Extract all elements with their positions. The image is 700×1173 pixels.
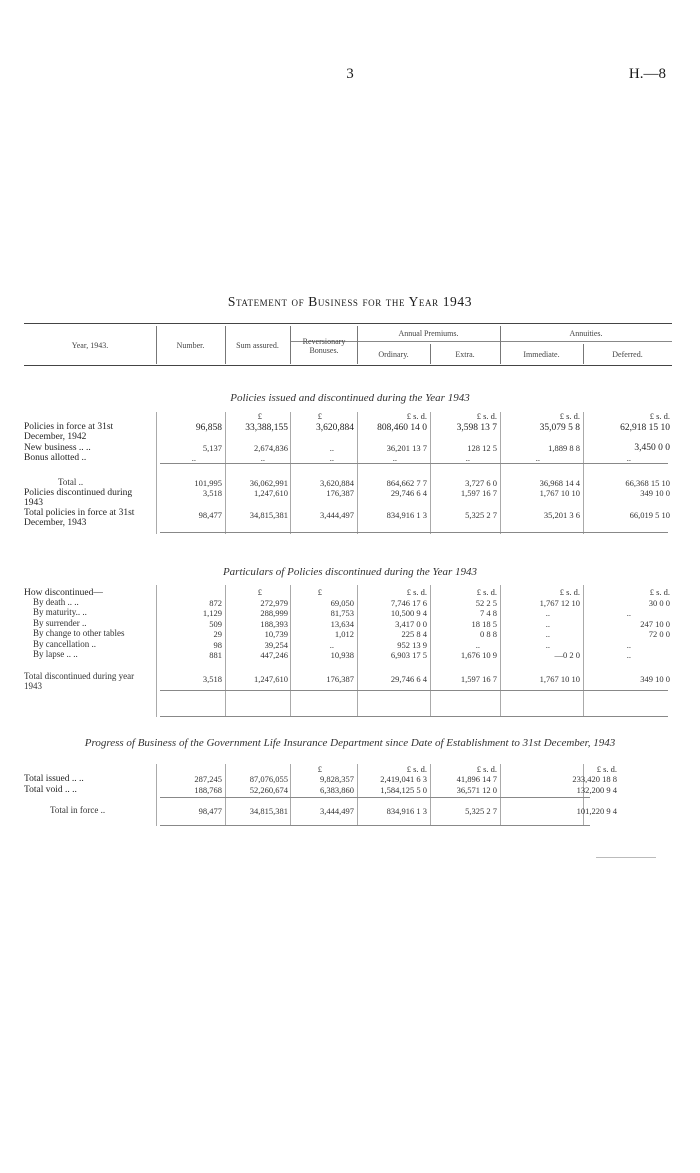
cell-def: 349 10 0 [640,674,670,684]
row-label: By change to other tables [33,628,125,638]
cell-extra: 1,676 10 9 [460,650,497,660]
cell-number: 3,518 [202,488,222,498]
cell-imm: 36,968 14 4 [539,478,580,488]
header-extra: Extra. [455,350,475,359]
cell-number: 509 [209,619,222,629]
cell-extra: 0 8 8 [480,629,497,639]
cell-sum: 288,999 [260,608,288,618]
currency-extra: £ s. d. [476,411,497,421]
cell-ord: 864,662 7 7 [386,478,427,488]
currency-rev: £ [317,764,322,774]
cell-imm: .. [535,453,540,463]
cell-rev: 10,938 [330,650,354,660]
row-label: Policies discontinued during 1943 [24,488,133,508]
cell-def: 72 0 0 [648,629,670,639]
cell-sum: 33,388,155 [245,423,288,433]
cell-ord: 834,916 1 3 [386,510,427,520]
row-label: By lapse .. .. [33,649,78,659]
row-label: By cancellation .. [33,639,96,649]
cell-rev: 1,012 [334,629,354,639]
cell-def: 3,450 0 0 [634,443,670,453]
cell-extra: 5,325 2 7 [465,510,497,520]
cell-number: 101,995 [194,478,222,488]
cell-sum: 447,246 [260,650,288,660]
row-label: Total .. [58,477,84,487]
cell-sum: 36,062,991 [249,478,288,488]
cell-sum: 52,260,674 [249,785,288,795]
cell-def: .. [626,640,631,650]
cell-sum: 1,247,610 [254,488,288,498]
row-label: By maturity.. .. [33,607,87,617]
cell-rev: 3,620,884 [320,478,354,488]
cell-number: 29 [213,629,222,639]
cell-rev: 3,620,884 [316,423,354,433]
cell-extra: 52 2 5 [475,598,497,608]
cell-ord: 6,903 17 5 [390,650,427,660]
cell-def: 247 10 0 [640,619,670,629]
header-sum-assured: Sum assured. [236,341,279,350]
currency-rev: £ [317,411,322,421]
cell-rev: 9,828,357 [320,774,354,784]
cell-rev: 69,050 [330,598,354,608]
currency-ord: £ s. d. [406,764,427,774]
row-label: Total issued .. .. [24,774,84,784]
cell-rev: .. [329,443,334,453]
cell-rev: 176,387 [326,674,354,684]
cell-number: 881 [209,650,222,660]
currency-rev: £ [317,587,322,597]
cell-ord: 225 8 4 [401,629,427,639]
currency-ord: £ s. d. [406,411,427,421]
cell-number: 96,858 [195,423,222,433]
cell-imm: .. [545,608,550,618]
header-number: Number. [176,341,205,350]
cell-extra: 1,597 16 7 [460,488,497,498]
cell-annuities: 132,200 9 4 [576,785,617,795]
currency-sum: £ [257,411,262,421]
cell-number: 287,245 [194,774,222,784]
cell-def: .. [626,608,631,618]
currency-def: £ s. d. [649,587,670,597]
cell-ord: 2,419,041 6 3 [380,774,427,784]
cell-rev: 3,444,497 [320,510,354,520]
cell-imm: 1,767 10 10 [539,674,580,684]
cell-imm: 35,201 3 6 [543,510,580,520]
cell-def: 30 0 0 [648,598,670,608]
document-reference: H.—8 [628,66,666,82]
cell-extra: 5,325 2 7 [465,806,497,816]
cell-number: 872 [209,598,222,608]
cell-sum: 34,815,381 [249,806,288,816]
cell-number: 98,477 [198,806,222,816]
cell-extra: 36,571 12 0 [456,785,497,795]
cell-rev: .. [329,453,334,463]
cell-sum: .. [260,453,265,463]
section-title-particulars: Particulars of Policies discontinued during the Year 1943 [222,566,478,578]
cell-def: .. [626,453,631,463]
cell-def: 66,368 15 10 [625,478,670,488]
header-immediate: Immediate. [523,350,560,359]
cell-rev: 176,387 [326,488,354,498]
cell-extra: 1,597 16 7 [460,674,497,684]
cell-sum: 1,247,610 [254,674,288,684]
cell-extra: .. [475,640,480,650]
cell-sum: 39,254 [264,640,288,650]
cell-extra: 128 12 5 [467,443,497,453]
cell-extra: .. [465,453,470,463]
cell-def: 66,019 5 10 [629,510,670,520]
row-label: Bonus allotted .. [24,453,87,463]
row-label: Policies in force at 31st December, 1942 [24,422,114,442]
cell-number: 3,518 [202,674,222,684]
row-label: Total discontinued during year 1943 [24,671,135,691]
currency-extra: £ s. d. [476,764,497,774]
cell-sum: 87,076,055 [249,774,288,784]
cell-rev: 13,634 [330,619,354,629]
currency-annuities: £ s. d. [596,764,617,774]
cell-rev: 81,753 [330,608,354,618]
header-year: Year, 1943. [71,341,109,350]
cell-imm: .. [545,640,550,650]
row-label: Total policies in force at 31st December, 1943 [24,508,135,528]
row-label: Total void .. .. [24,785,77,795]
cell-ord: 834,916 1 3 [386,806,427,816]
cell-ord: 808,460 14 0 [377,423,427,433]
cell-number: 188,768 [194,785,222,795]
row-label: By surrender .. [33,618,87,628]
currency-ord: £ s. d. [406,587,427,597]
cell-number: .. [191,453,196,463]
cell-extra: 18 18 5 [471,619,497,629]
cell-rev: 3,444,497 [320,806,354,816]
cell-imm: 1,767 12 10 [539,598,580,608]
cell-imm: .. [545,629,550,639]
currency-imm: £ s. d. [559,587,580,597]
row-label: Total in force .. [50,805,106,815]
cell-ord: .. [392,453,397,463]
cell-ord: 7,746 17 6 [390,598,427,608]
row-label: New business .. .. [24,443,91,453]
cell-ord: 10,500 9 4 [390,608,427,618]
section-title-progress: Progress of Business of the Government Life Insurance Department since Date of Establishment to 31st December, 1943 [84,737,616,749]
header-annual-premiums: Annual Premiums. [398,329,459,338]
currency-imm: £ s. d. [559,411,580,421]
cell-ord: 29,746 6 4 [390,674,427,684]
cell-imm: —0 2 0 [554,650,580,660]
header-ordinary: Ordinary. [378,350,409,359]
cell-sum: 34,815,381 [249,510,288,520]
cell-ord: 36,201 13 7 [386,443,427,453]
page-number: 3 [346,66,354,82]
cell-imm: .. [545,619,550,629]
cell-number: 98 [213,640,222,650]
cell-imm: 35,079 5 8 [539,423,580,433]
cell-sum: 2,674,836 [254,443,288,453]
statement-title: Statement of Business for the Year 1943 [227,294,473,309]
cell-extra: 41,896 14 7 [456,774,497,784]
currency-extra: £ s. d. [476,587,497,597]
cell-ord: 29,746 6 4 [390,488,427,498]
cell-sum: 188,393 [260,619,288,629]
row-label: By death .. .. [33,597,79,607]
cell-extra: 3,727 6 0 [465,478,497,488]
cell-rev: .. [329,640,334,650]
cell-extra: 3,598 13 7 [456,423,497,433]
cell-extra: 7 4 8 [480,608,497,618]
cell-rev: 6,383,860 [320,785,354,795]
cell-ord: 3,417 0 0 [395,619,427,629]
cell-def: .. [626,650,631,660]
cell-number: 5,137 [202,443,222,453]
cell-def: 349 10 0 [640,488,670,498]
cell-imm: 1,767 10 10 [539,488,580,498]
cell-annuities: 101,220 9 4 [576,806,617,816]
cell-sum: 10,739 [264,629,288,639]
header-annuities: Annuities. [569,329,603,338]
cell-annuities: 233,420 18 8 [572,774,617,784]
section-heading-how-discontinued: How discontinued— [24,588,103,598]
section-title-policies: Policies issued and discontinued during the Year 1943 [230,392,470,404]
header-reversionary-bonuses: Reversionary Bonuses. [302,337,346,355]
currency-def: £ s. d. [649,411,670,421]
header-deferred: Deferred. [612,350,643,359]
cell-imm: 1,889 8 8 [548,443,580,453]
cell-number: 1,129 [202,608,222,618]
cell-number: 98,477 [198,510,222,520]
cell-ord: 952 13 9 [397,640,427,650]
cell-ord: 1,584,125 5 0 [380,785,427,795]
cell-def: 62,918 15 10 [620,423,670,433]
currency-sum: £ [257,587,262,597]
cell-sum: 272,979 [260,598,288,608]
